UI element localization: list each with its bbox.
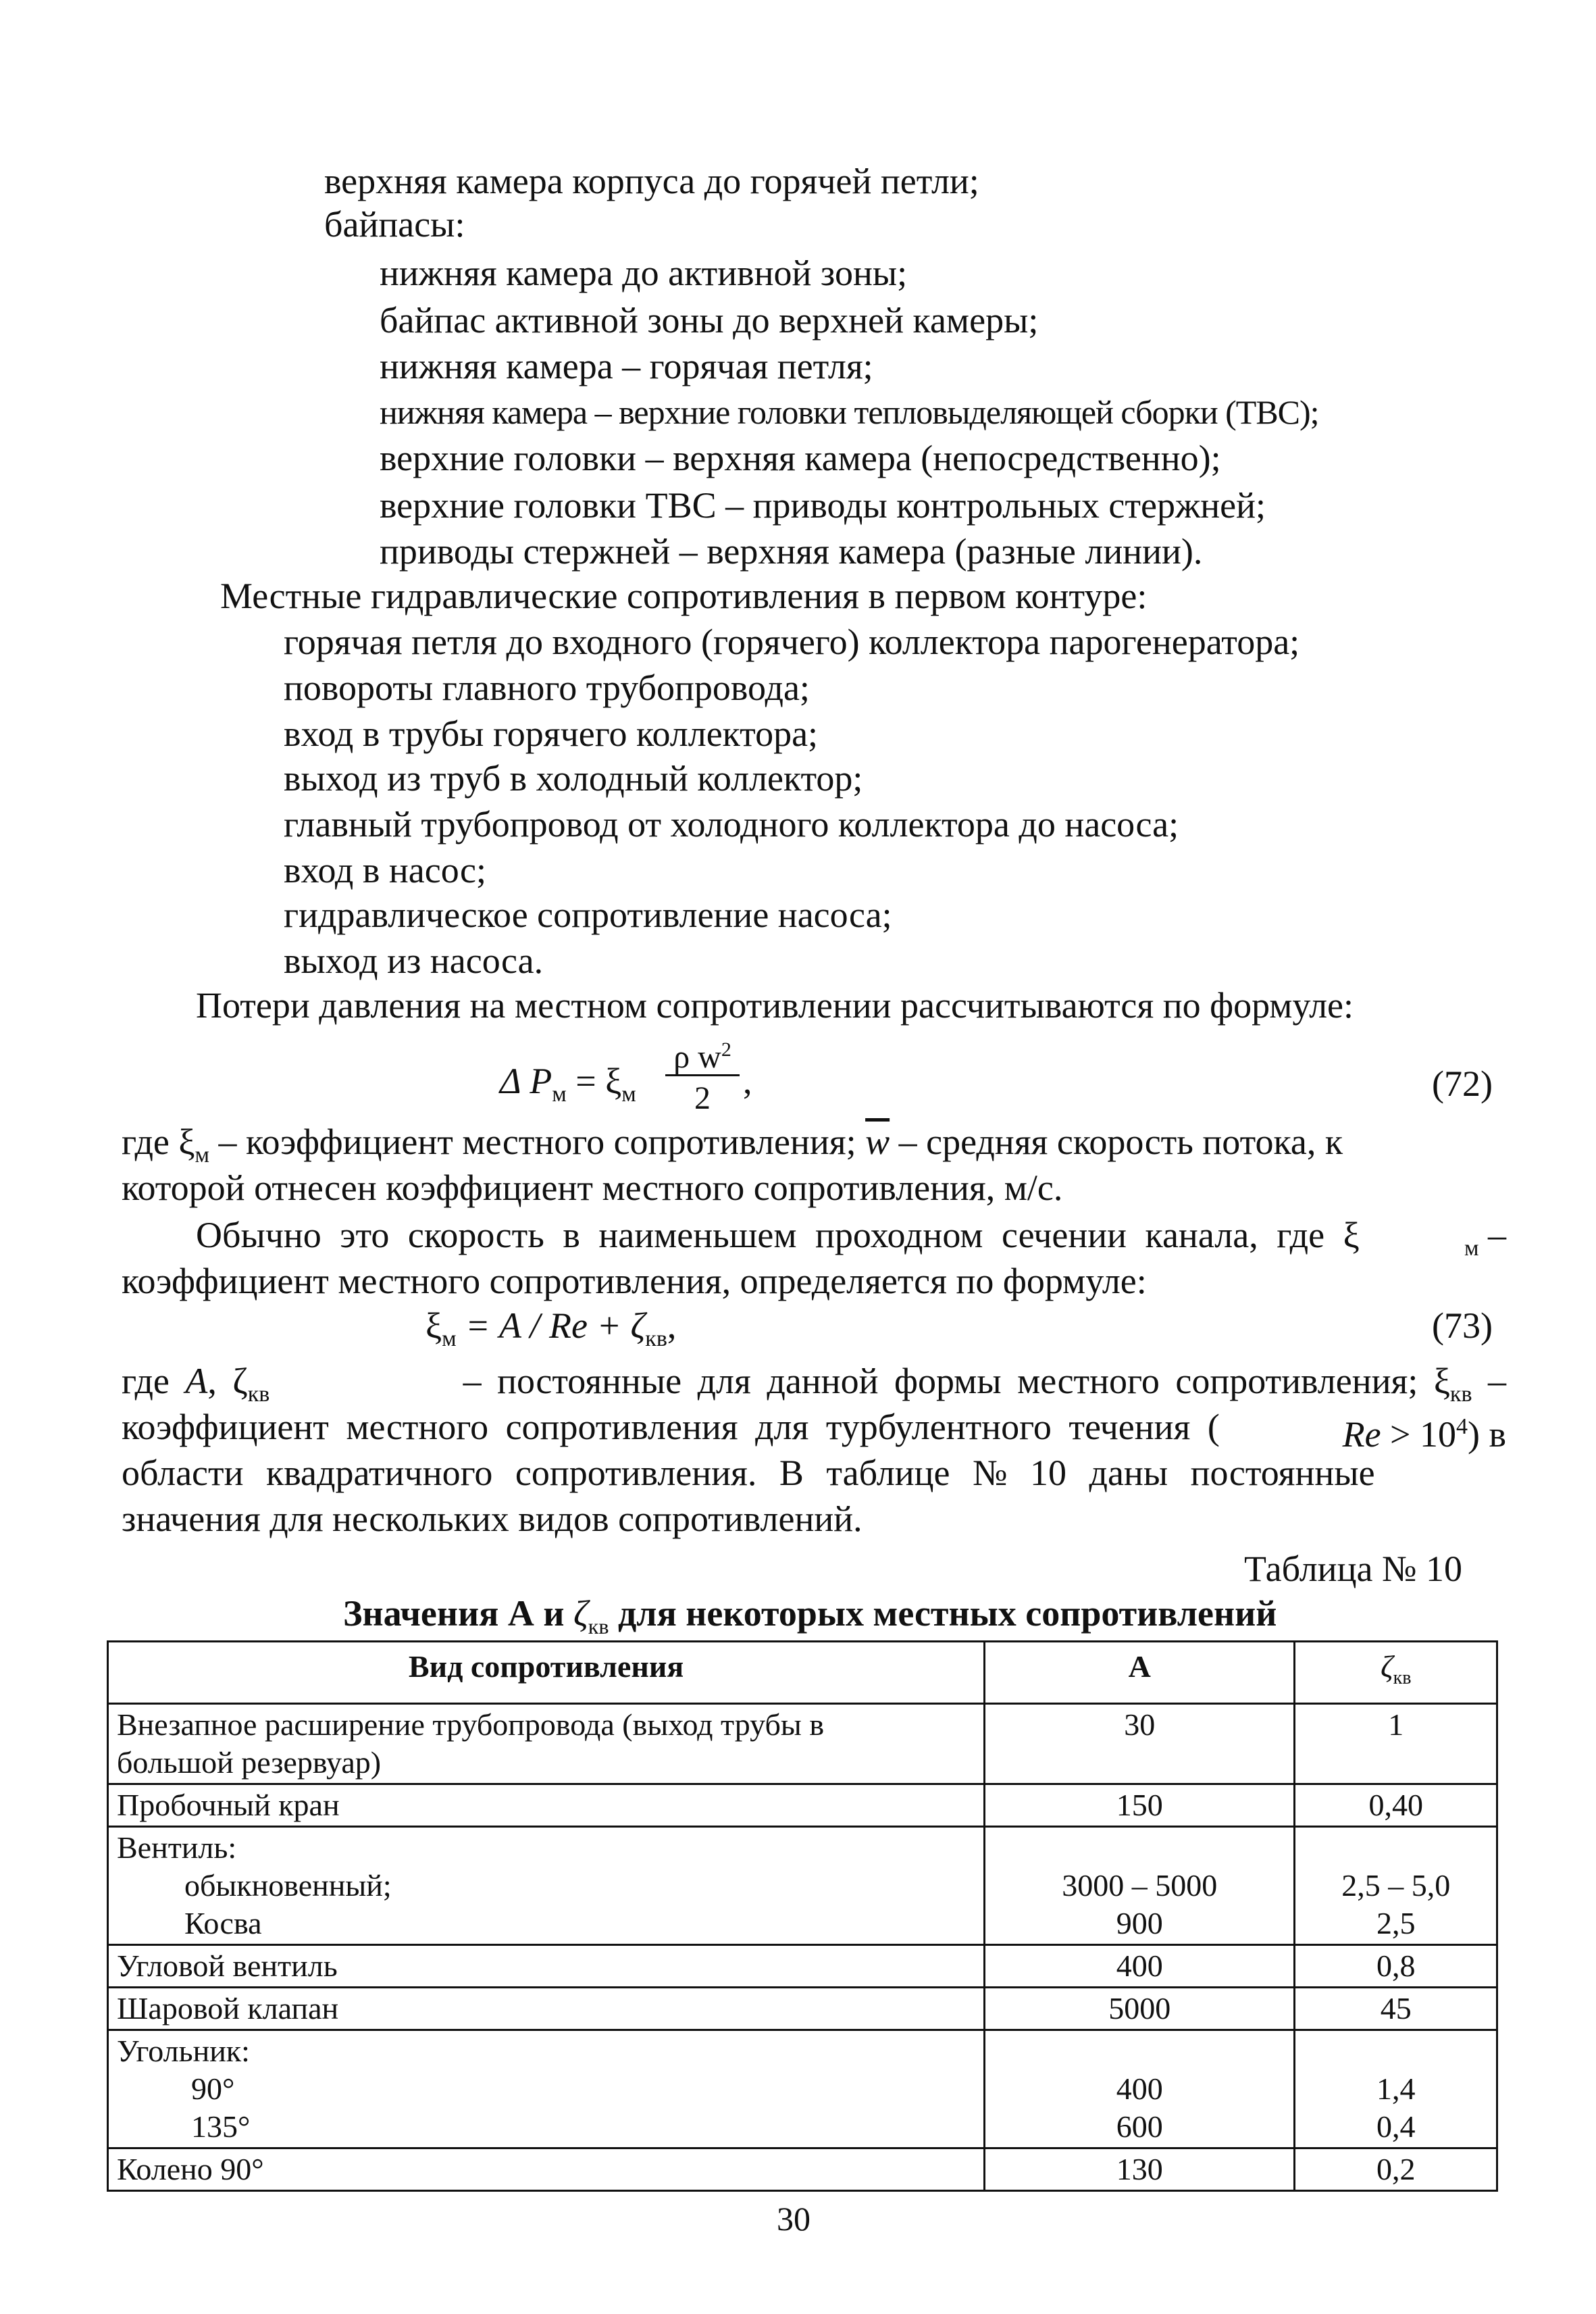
formula-73-number: (73)	[1432, 1305, 1493, 1346]
usually-line-1-text: Обычно это скорость в наименьшем проходном сечении канала, где ξ	[196, 1215, 1360, 1255]
usually-line-2: коэффициент местного сопротивления, определяется по формуле:	[122, 1261, 1147, 1301]
row-zeta: 1,4 0,4	[1295, 2030, 1497, 2148]
where-73-line-1-b: – постоянные для данной формы местного сопротивления; $\xi_{кв}$ –	[463, 1361, 1506, 1407]
formula-72-denominator: 2	[694, 1080, 711, 1116]
where-72-line-2: которой отнесен коэффициент местного сопротивления, м/с.	[122, 1167, 1063, 1208]
row-a: 5000	[985, 1988, 1295, 2030]
table-header-row	[108, 1642, 1497, 1704]
table-row	[108, 1784, 1497, 1827]
formula-73: $\xi_м = A / Re + \zeta_{кв}$,	[426, 1305, 677, 1351]
table-row	[108, 1945, 1497, 1988]
where-73-line-3: области квадратичного сопротивления. В таблице № 10 даны постоянные	[122, 1453, 1375, 1493]
table-row	[108, 2148, 1497, 2191]
formula-72-tail: ,	[743, 1061, 752, 1101]
table-row	[108, 1988, 1497, 2030]
row-a: 3000 – 5000 900	[985, 1827, 1295, 1945]
row-zeta: 0,40	[1295, 1784, 1497, 1827]
fraction-bar	[665, 1074, 740, 1076]
table-label: Таблица № 10	[1244, 1549, 1462, 1589]
local-item: выход из труб в холодный коллектор;	[284, 758, 863, 799]
bypass-item: приводы стержней – верхняя камера (разные линии).	[380, 531, 1203, 572]
table-row	[108, 1704, 1497, 1784]
row-zeta: 2,5 – 5,0 2,5	[1295, 1827, 1497, 1945]
row-a: 150	[985, 1784, 1295, 1827]
list-line: байпасы:	[324, 204, 465, 245]
usually-line-1-end: $_м$ –	[1464, 1215, 1506, 1261]
bypass-item: нижняя камера до активной зоны;	[380, 253, 908, 293]
row-type: Угловой вентиль	[108, 1945, 985, 1988]
row-zeta: 45	[1295, 1988, 1497, 2030]
row-zeta: 0,2	[1295, 2148, 1497, 2191]
local-item: повороты главного трубопровода;	[284, 668, 810, 708]
bypass-item: байпас активной зоны до верхней камеры;	[380, 300, 1039, 341]
where-73-line-2-b: $Re > 10^4$) в	[1342, 1414, 1506, 1455]
local-resistance-header: Местные гидравлические сопротивления в первом контуре:	[220, 576, 1148, 616]
header-a: А	[985, 1642, 1295, 1704]
row-type: Угольник: 90° 135°	[108, 2030, 985, 2148]
resistance-table	[107, 1640, 1498, 2192]
row-type: Внезапное расширение трубопровода (выход трубы в большой резервуар)	[108, 1704, 985, 1784]
formula-72-numerator: ρ $w^2$	[673, 1038, 731, 1075]
row-type: Пробочный кран	[108, 1784, 985, 1827]
where-72-line-1: где $\xi_м$ – коэффициент местного сопротивления; $\overline{w}$ – средняя скорость потока, к	[122, 1122, 1343, 1167]
row-zeta: 1	[1295, 1704, 1497, 1784]
row-a: 30	[985, 1704, 1295, 1784]
bypass-item: нижняя камера – горячая петля;	[380, 346, 873, 386]
page-number: 30	[777, 2200, 810, 2238]
local-item: главный трубопровод от холодного коллектора до насоса;	[284, 804, 1179, 845]
table-caption: Значения А и $\zeta_{кв}$ для некоторых местных сопротивлений	[343, 1593, 1277, 1638]
where-73-line-2-a: коэффициент местного сопротивления для турбулентного течения (	[122, 1407, 1220, 1447]
row-zeta: 0,8	[1295, 1945, 1497, 1988]
row-type: Шаровой клапан	[108, 1988, 985, 2030]
bypass-item: нижняя камера – верхние головки тепловыделяющей сборки (ТВС);	[380, 393, 1319, 431]
local-item: вход в трубы горячего коллектора;	[284, 713, 819, 754]
formula-72-number: (72)	[1432, 1063, 1493, 1104]
local-item: гидравлическое сопротивление насоса;	[284, 895, 892, 935]
row-a: 130	[985, 2148, 1295, 2191]
where-73-line-4: значения для нескольких видов сопротивлений.	[122, 1499, 863, 1539]
table-row	[108, 2030, 1497, 2148]
header-zeta: $\zeta_{кв}$	[1295, 1642, 1497, 1704]
bypass-item: верхние головки – верхняя камера (непосредственно);	[380, 438, 1221, 478]
losses-intro: Потери давления на местном сопротивлении рассчитываются по формуле:	[196, 985, 1354, 1026]
table-row	[108, 1827, 1497, 1945]
local-item: вход в насос;	[284, 850, 487, 890]
row-type: Колено 90°	[108, 2148, 985, 2191]
local-item: горячая петля до входного (горячего) коллектора парогенератора;	[284, 622, 1300, 662]
row-type: Вентиль: обыкновенный; Косва	[108, 1827, 985, 1945]
where-73-line-2	[122, 1405, 1506, 1456]
formula-72-lhs: Δ $P_м = \xi_м$	[500, 1061, 636, 1107]
bypass-item: верхние головки ТВС – приводы контрольных стержней;	[380, 485, 1266, 526]
list-line: верхняя камера корпуса до горячей петли;	[324, 161, 979, 201]
local-item: выход из насоса.	[284, 940, 544, 981]
where-73-line-1-a: где A, $\zeta_{кв}$	[122, 1361, 270, 1407]
row-a: 400 600	[985, 2030, 1295, 2148]
row-a: 400	[985, 1945, 1295, 1988]
header-type: Вид сопротивления	[108, 1642, 985, 1704]
